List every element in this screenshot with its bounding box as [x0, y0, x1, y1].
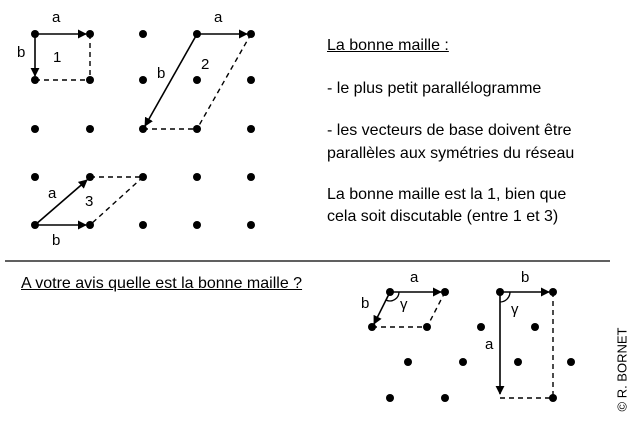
heading: La bonne maille :: [327, 37, 449, 54]
lattice-dot: [193, 221, 201, 229]
label-gamma: γ: [400, 296, 408, 313]
unit-cell-4: [361, 269, 445, 327]
lattice-dot: [247, 173, 255, 181]
cell-edge-dashed: [427, 292, 445, 327]
lattice-dot: [514, 358, 522, 366]
cell-edge-dashed: [90, 177, 143, 225]
lattice-dot: [386, 394, 394, 402]
lattice-dot: [247, 76, 255, 84]
lattice-dot: [139, 76, 147, 84]
lattice-dot: [139, 30, 147, 38]
unit-cell-1: [17, 9, 90, 80]
lattice-dot: [31, 125, 39, 133]
cell-number-2: 2: [201, 56, 210, 73]
lattice-dot: [193, 173, 201, 181]
label-b: b: [52, 232, 61, 249]
question: A votre avis quelle est la bonne maille ?: [21, 275, 303, 292]
lattice-dot: [531, 323, 539, 331]
lattice-dot: [31, 173, 39, 181]
label-gamma: γ: [511, 301, 519, 318]
label-a: a: [410, 269, 419, 286]
label-a: a: [214, 9, 223, 26]
lattice-dot: [247, 221, 255, 229]
unit-cell-5: [485, 269, 553, 398]
lattice-dot: [193, 76, 201, 84]
rule-symmetry-line1: - les vecteurs de base doivent être: [327, 122, 572, 139]
label-a: a: [52, 9, 61, 26]
lattice-dot: [477, 323, 485, 331]
vector-b: [374, 292, 390, 324]
cell-number-3: 3: [85, 193, 94, 210]
cell-number-1: 1: [53, 49, 62, 66]
rule-symmetry-line2: parallèles aux symétries du réseau: [327, 145, 575, 162]
label-a: a: [48, 185, 57, 202]
cell-edge-dashed: [197, 34, 251, 129]
lattice-dot: [139, 221, 147, 229]
unit-cell-2: [143, 9, 251, 129]
lower-lattice-left: [368, 288, 485, 402]
label-b: b: [521, 269, 530, 286]
label-b: b: [157, 65, 166, 82]
lattice-dot: [567, 358, 575, 366]
conclusion-line1: La bonne maille est la 1, bien que: [327, 186, 567, 203]
label-a: a: [485, 336, 494, 353]
credit-text: © R. BORNET: [614, 327, 630, 412]
lattice-dot: [459, 358, 467, 366]
lattice-dot: [441, 394, 449, 402]
label-b: b: [361, 295, 370, 312]
label-b: b: [17, 44, 26, 61]
vector-b: [145, 34, 197, 126]
unit-cell-3: [35, 177, 143, 249]
vector-a: [35, 180, 87, 225]
lattice-dot: [247, 125, 255, 133]
lower-lattice-right: [496, 288, 575, 402]
rule-smallest-cell: - le plus petit parallélogramme: [327, 80, 542, 97]
conclusion-line2: cela soit discutable (entre 1 et 3): [327, 208, 559, 225]
credit: [612, 327, 630, 412]
lattice-dot: [404, 358, 412, 366]
lattice-dot: [86, 125, 94, 133]
